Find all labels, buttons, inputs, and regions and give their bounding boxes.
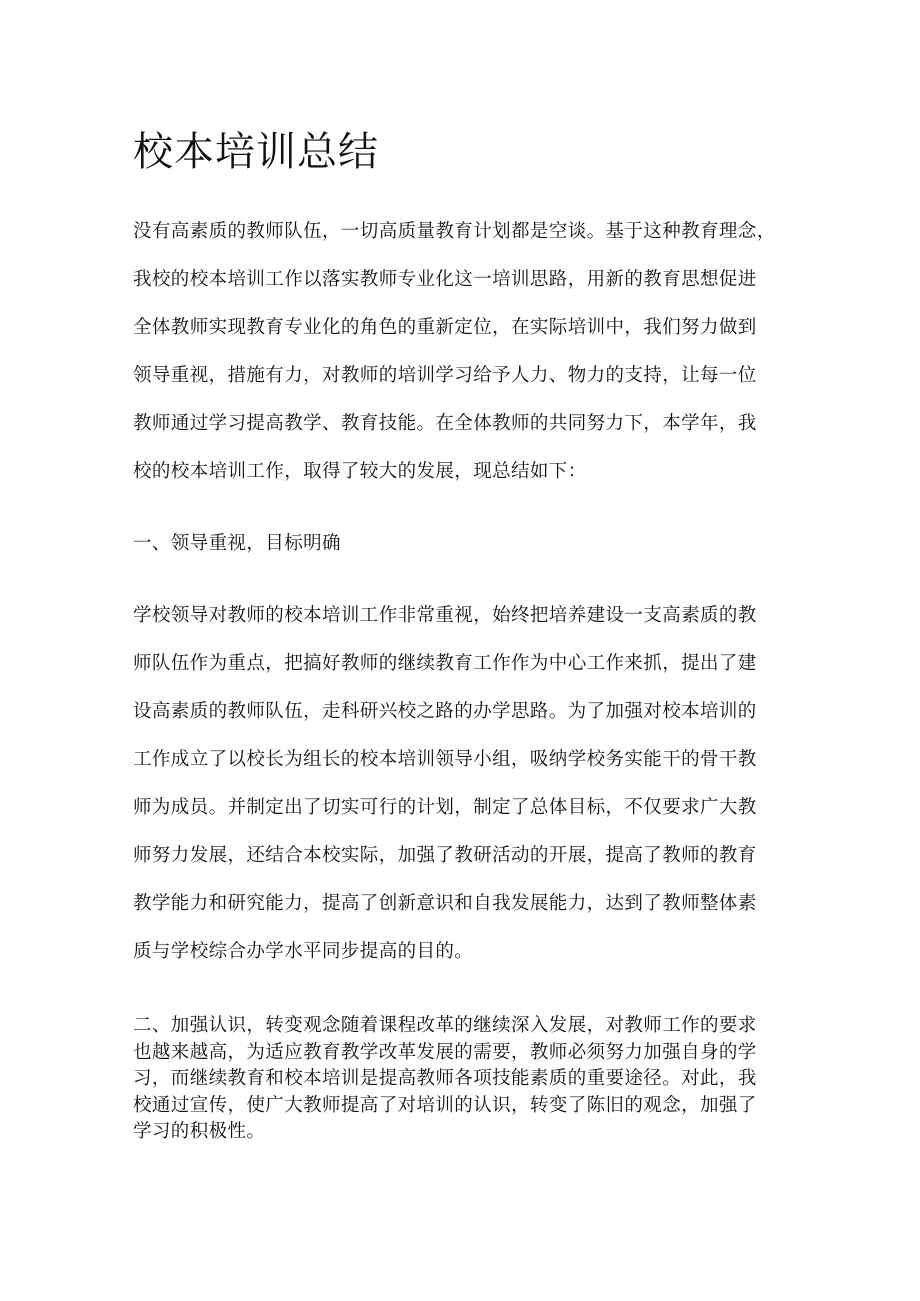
text-line: 学习的积极性。 — [133, 1121, 266, 1142]
text-line: 我校的校本培训工作以落实教师专业化这一培训思路，用新的教育思想促进 — [133, 269, 757, 290]
document-title: 校本培训总结 — [133, 129, 379, 175]
text-line: 教学能力和研究能力，提高了创新意识和自我发展能力，达到了教师整体素 — [133, 893, 757, 914]
section-2-paragraph — [133, 1013, 757, 1146]
text-line: 师努力发展，还结合本校实际，加强了教研活动的开展，提高了教师的教育 — [133, 845, 757, 866]
section-1-paragraph — [133, 592, 757, 976]
intro-paragraph — [133, 208, 776, 496]
text-line: 学校领导对教师的校本培训工作非常重视，始终把培养建设一支高素质的教 — [133, 605, 757, 626]
text-line: 没有高素质的教师队伍，一切高质量教育计划都是空谈。基于这种教育理念， — [133, 221, 776, 242]
text-line: 校通过宣传，使广大教师提高了对培训的认识，转变了陈旧的观念，加强了 — [133, 1094, 757, 1116]
text-line: 师队伍作为重点，把搞好教师的继续教育工作作为中心工作来抓，提出了建 — [133, 653, 757, 674]
text-line: 二、加强认识，转变观念随着课程改革的继续深入发展，对教师工作的要求 — [133, 1015, 757, 1036]
heading-text: 一、领导重视，目标明确 — [133, 533, 341, 554]
text-line: 习，而继续教育和校本培训是提高教师各项技能素质的重要途径。对此，我 — [133, 1068, 757, 1089]
text-line: 设高素质的教师队伍，走科研兴校之路的办学思路。为了加强对校本培训的 — [133, 701, 757, 722]
section-1-heading — [133, 520, 341, 568]
text-line: 校的校本培训工作，取得了较大的发展，现总结如下： — [133, 461, 587, 482]
text-line: 全体教师实现教育专业化的角色的重新定位，在实际培训中，我们努力做到 — [133, 317, 757, 338]
text-line: 质与学校综合办学水平同步提高的目的。 — [133, 941, 474, 962]
text-line: 领导重视，措施有力，对教师的培训学习给予人力、物力的支持，让每一位 — [133, 365, 757, 386]
text-line: 也越来越高，为适应教育教学改革发展的需要，教师必须努力加强自身的学 — [133, 1041, 757, 1063]
text-line: 教师通过学习提高教学、教育技能。在全体教师的共同努力下，本学年，我 — [133, 413, 757, 434]
text-line: 工作成立了以校长为组长的校本培训领导小组，吸纳学校务实能干的骨干教 — [133, 749, 757, 770]
text-line: 师为成员。并制定出了切实可行的计划，制定了总体目标，不仅要求广大教 — [133, 797, 757, 818]
